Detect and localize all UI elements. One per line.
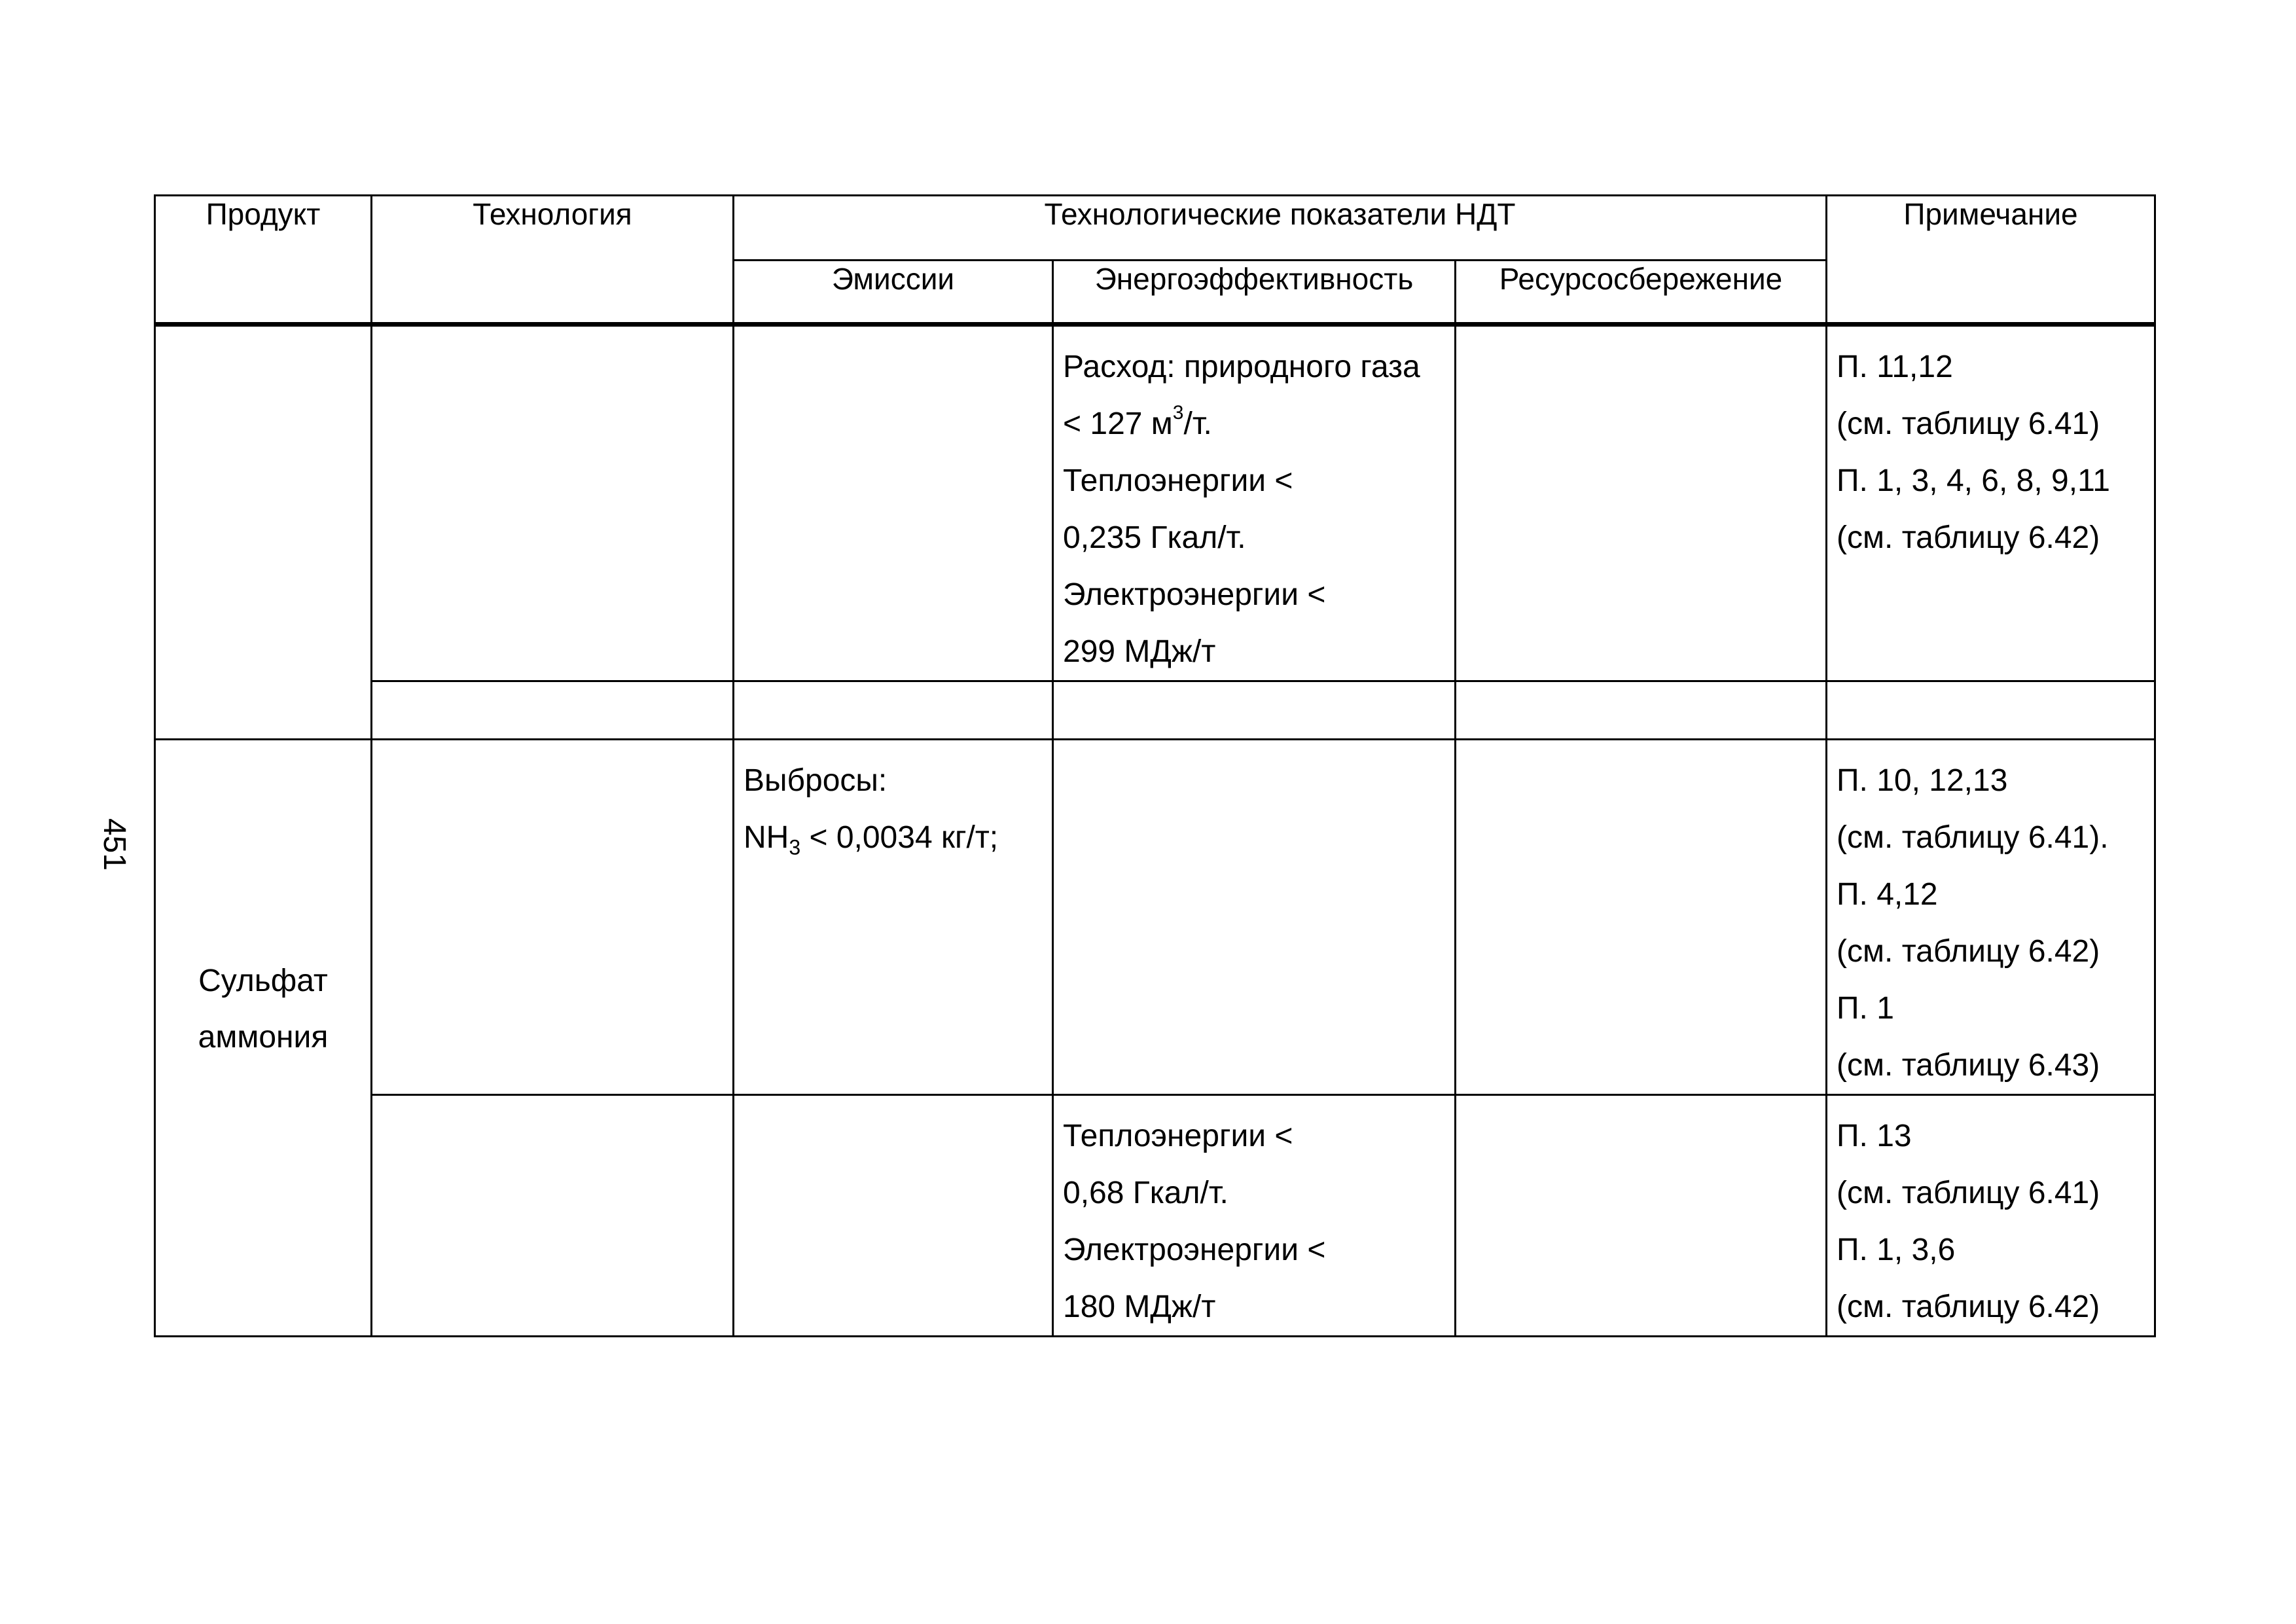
emissions-cell: [734, 325, 1053, 681]
header-energy-efficiency: Энергоэффективность: [1053, 261, 1456, 325]
note-line: П. 11,12: [1837, 350, 1953, 384]
header-row: [155, 196, 2155, 261]
energy-line: < 127 $м^3/т$.: [1063, 402, 1212, 441]
resources-cell: [1456, 1095, 1827, 1337]
technology-cell: [372, 325, 734, 681]
emissions-line: Выбросы:: [744, 763, 888, 798]
page-number: 451: [97, 818, 132, 871]
note-cell: [1827, 740, 2155, 1095]
energy-line: Расход: природного газа: [1063, 350, 1420, 384]
note-line: (см. таблицу 6.41): [1837, 406, 2100, 441]
header-product: Продукт: [155, 196, 372, 325]
resources-cell: [1456, 325, 1827, 681]
note-cell: [1827, 681, 2155, 740]
product-cell: [155, 325, 372, 740]
note-line: (см. таблицу 6.43): [1837, 1048, 2100, 1083]
emissions-cell: [734, 740, 1053, 1095]
note-line: (см. таблицу 6.42): [1837, 1290, 2100, 1324]
energy-line: 180 МДж/т: [1063, 1290, 1216, 1324]
energy-cell: [1053, 740, 1456, 1095]
header-technology: Технология: [372, 196, 734, 325]
table-row: [155, 1095, 2155, 1337]
resources-cell: [1456, 681, 1827, 740]
energy-cell: [1053, 681, 1456, 740]
note-line: П. 1: [1837, 991, 1894, 1026]
table-row: [155, 681, 2155, 740]
header-emissions: Эмиссии: [734, 261, 1053, 325]
resources-cell: [1456, 740, 1827, 1095]
header-note: Примечание: [1827, 196, 2155, 325]
note-cell: [1827, 325, 2155, 681]
technology-cell: [372, 681, 734, 740]
energy-line: Теплоэнергии <: [1063, 463, 1293, 498]
energy-line: 0,235 Гкал/т.: [1063, 520, 1246, 555]
technology-cell: [372, 740, 734, 1095]
note-line: (см. таблицу 6.42): [1837, 520, 2100, 555]
product-name-line: Сульфат: [198, 964, 328, 998]
note-line: П. 10, 12,13: [1837, 763, 2008, 798]
energy-cell: [1053, 1095, 1456, 1337]
energy-cell: [1053, 325, 1456, 681]
energy-line: Электроэнергии <: [1063, 577, 1326, 612]
note-line: П. 13: [1837, 1119, 1912, 1153]
energy-line: 0,68 Гкал/т.: [1063, 1176, 1229, 1210]
table-row: [155, 740, 2155, 1095]
note-line: (см. таблицу 6.42): [1837, 934, 2100, 969]
energy-line: Электроэнергии <: [1063, 1233, 1326, 1267]
energy-line: Теплоэнергии <: [1063, 1119, 1293, 1153]
table-row: [155, 325, 2155, 681]
note-cell: [1827, 1095, 2155, 1337]
emissions-cell: [734, 681, 1053, 740]
note-line: (см. таблицу 6.41).: [1837, 820, 2109, 855]
bat-indicators-table: [154, 194, 2156, 1337]
note-line: П. 1, 3,6: [1837, 1233, 1956, 1267]
emissions-line: $NH_3 < 0,0034$ кг/т;: [744, 820, 999, 859]
product-name-line: аммония: [198, 1020, 329, 1055]
product-cell: [155, 740, 372, 1337]
energy-line: 299 МДж/т: [1063, 634, 1216, 669]
note-line: (см. таблицу 6.41): [1837, 1176, 2100, 1210]
header-bat-indicators: Технологические показатели НДТ: [734, 196, 1827, 261]
technology-cell: [372, 1095, 734, 1337]
emissions-cell: [734, 1095, 1053, 1337]
note-line: П. 4,12: [1837, 877, 1938, 912]
header-resource-saving: Ресурсосбережение: [1456, 261, 1827, 325]
note-line: П. 1, 3, 4, 6, 8, 9,11: [1837, 463, 2110, 498]
